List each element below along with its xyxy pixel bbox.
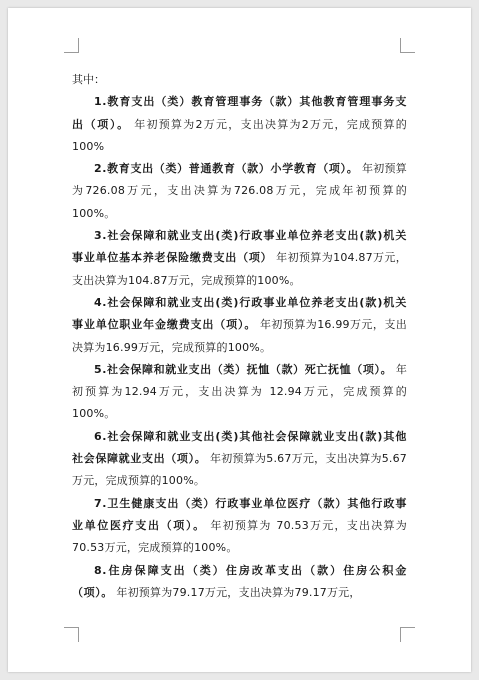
paragraph-item-3	[72, 225, 407, 292]
item-text: 年初预算为 70.53万元，支出决算为70.53万元，完成预算的100%。	[72, 518, 407, 555]
paragraph-item-1	[72, 91, 407, 158]
item-heading: 6.社会保障和就业支出(类)其他社会保障就业支出(款)其他社会保障就业支出（项）。	[72, 429, 407, 466]
item-text: 年初预算为12.94万元，支出决算为 12.94万元，完成预算的100%。	[72, 362, 408, 421]
item-heading: 2.教育支出（类）普通教育（款）小学教育（项）。	[94, 162, 359, 176]
item-heading: 4.社会保障和就业支出(类)行政事业单位养老支出(款)机关事业单位职业年金缴费支出（项）。	[72, 295, 407, 332]
intro-line: 其中：	[72, 73, 105, 86]
paragraph-item-5	[72, 359, 407, 426]
paragraph-item-8	[72, 560, 407, 605]
item-heading: 5.社会保障和就业支出（类）抚恤（款）死亡抚恤（项）。	[94, 362, 393, 376]
item-heading: 8.住房保障支出（类）住房改革支出（款）住房公积金（项）。	[72, 563, 407, 599]
item-text: 年初预算为726.08万元，支出决算为726.08万元，完成年初预算的 100%。	[72, 162, 408, 220]
document-page	[8, 8, 471, 672]
crop-mark-bottom-right	[400, 627, 415, 642]
paragraph-item-2	[72, 158, 407, 225]
document-body[interactable]	[72, 69, 407, 604]
item-heading: 3.社会保障和就业支出(类)行政事业单位养老支出(款)机关事业单位基本养老保险缴费支出（项）	[72, 229, 407, 265]
crop-mark-top-left	[64, 38, 79, 53]
paragraph-item-7	[72, 493, 407, 560]
item-text: 年初预算为5.67万元，支出决算为5.67万元，完成预算的100%。	[72, 452, 408, 488]
paragraph-item-4	[72, 292, 407, 359]
paragraph-item-6	[72, 426, 407, 493]
item-text: 年初预算为104.87万元，支出决算为104.87万元，完成预算的100%。	[72, 251, 407, 287]
crop-mark-bottom-left	[64, 627, 79, 642]
item-text: 年初预算为2万元，支出决算为2万元，完成预算的100%	[72, 117, 407, 153]
item-heading: 7.卫生健康支出（类）行政事业单位医疗（款）其他行政事业单位医疗支出（项）。	[72, 496, 407, 532]
item-heading: 1.教育支出（类）教育管理事务（款）其他教育管理事务支出（项）。	[72, 95, 407, 131]
crop-mark-top-right	[400, 38, 415, 53]
item-text: 年初预算为16.99万元，支出决算为16.99万元，完成预算的100%。	[72, 318, 407, 354]
item-text: 年初预算为79.17万元，支出决算为79.17万元，	[116, 585, 361, 599]
